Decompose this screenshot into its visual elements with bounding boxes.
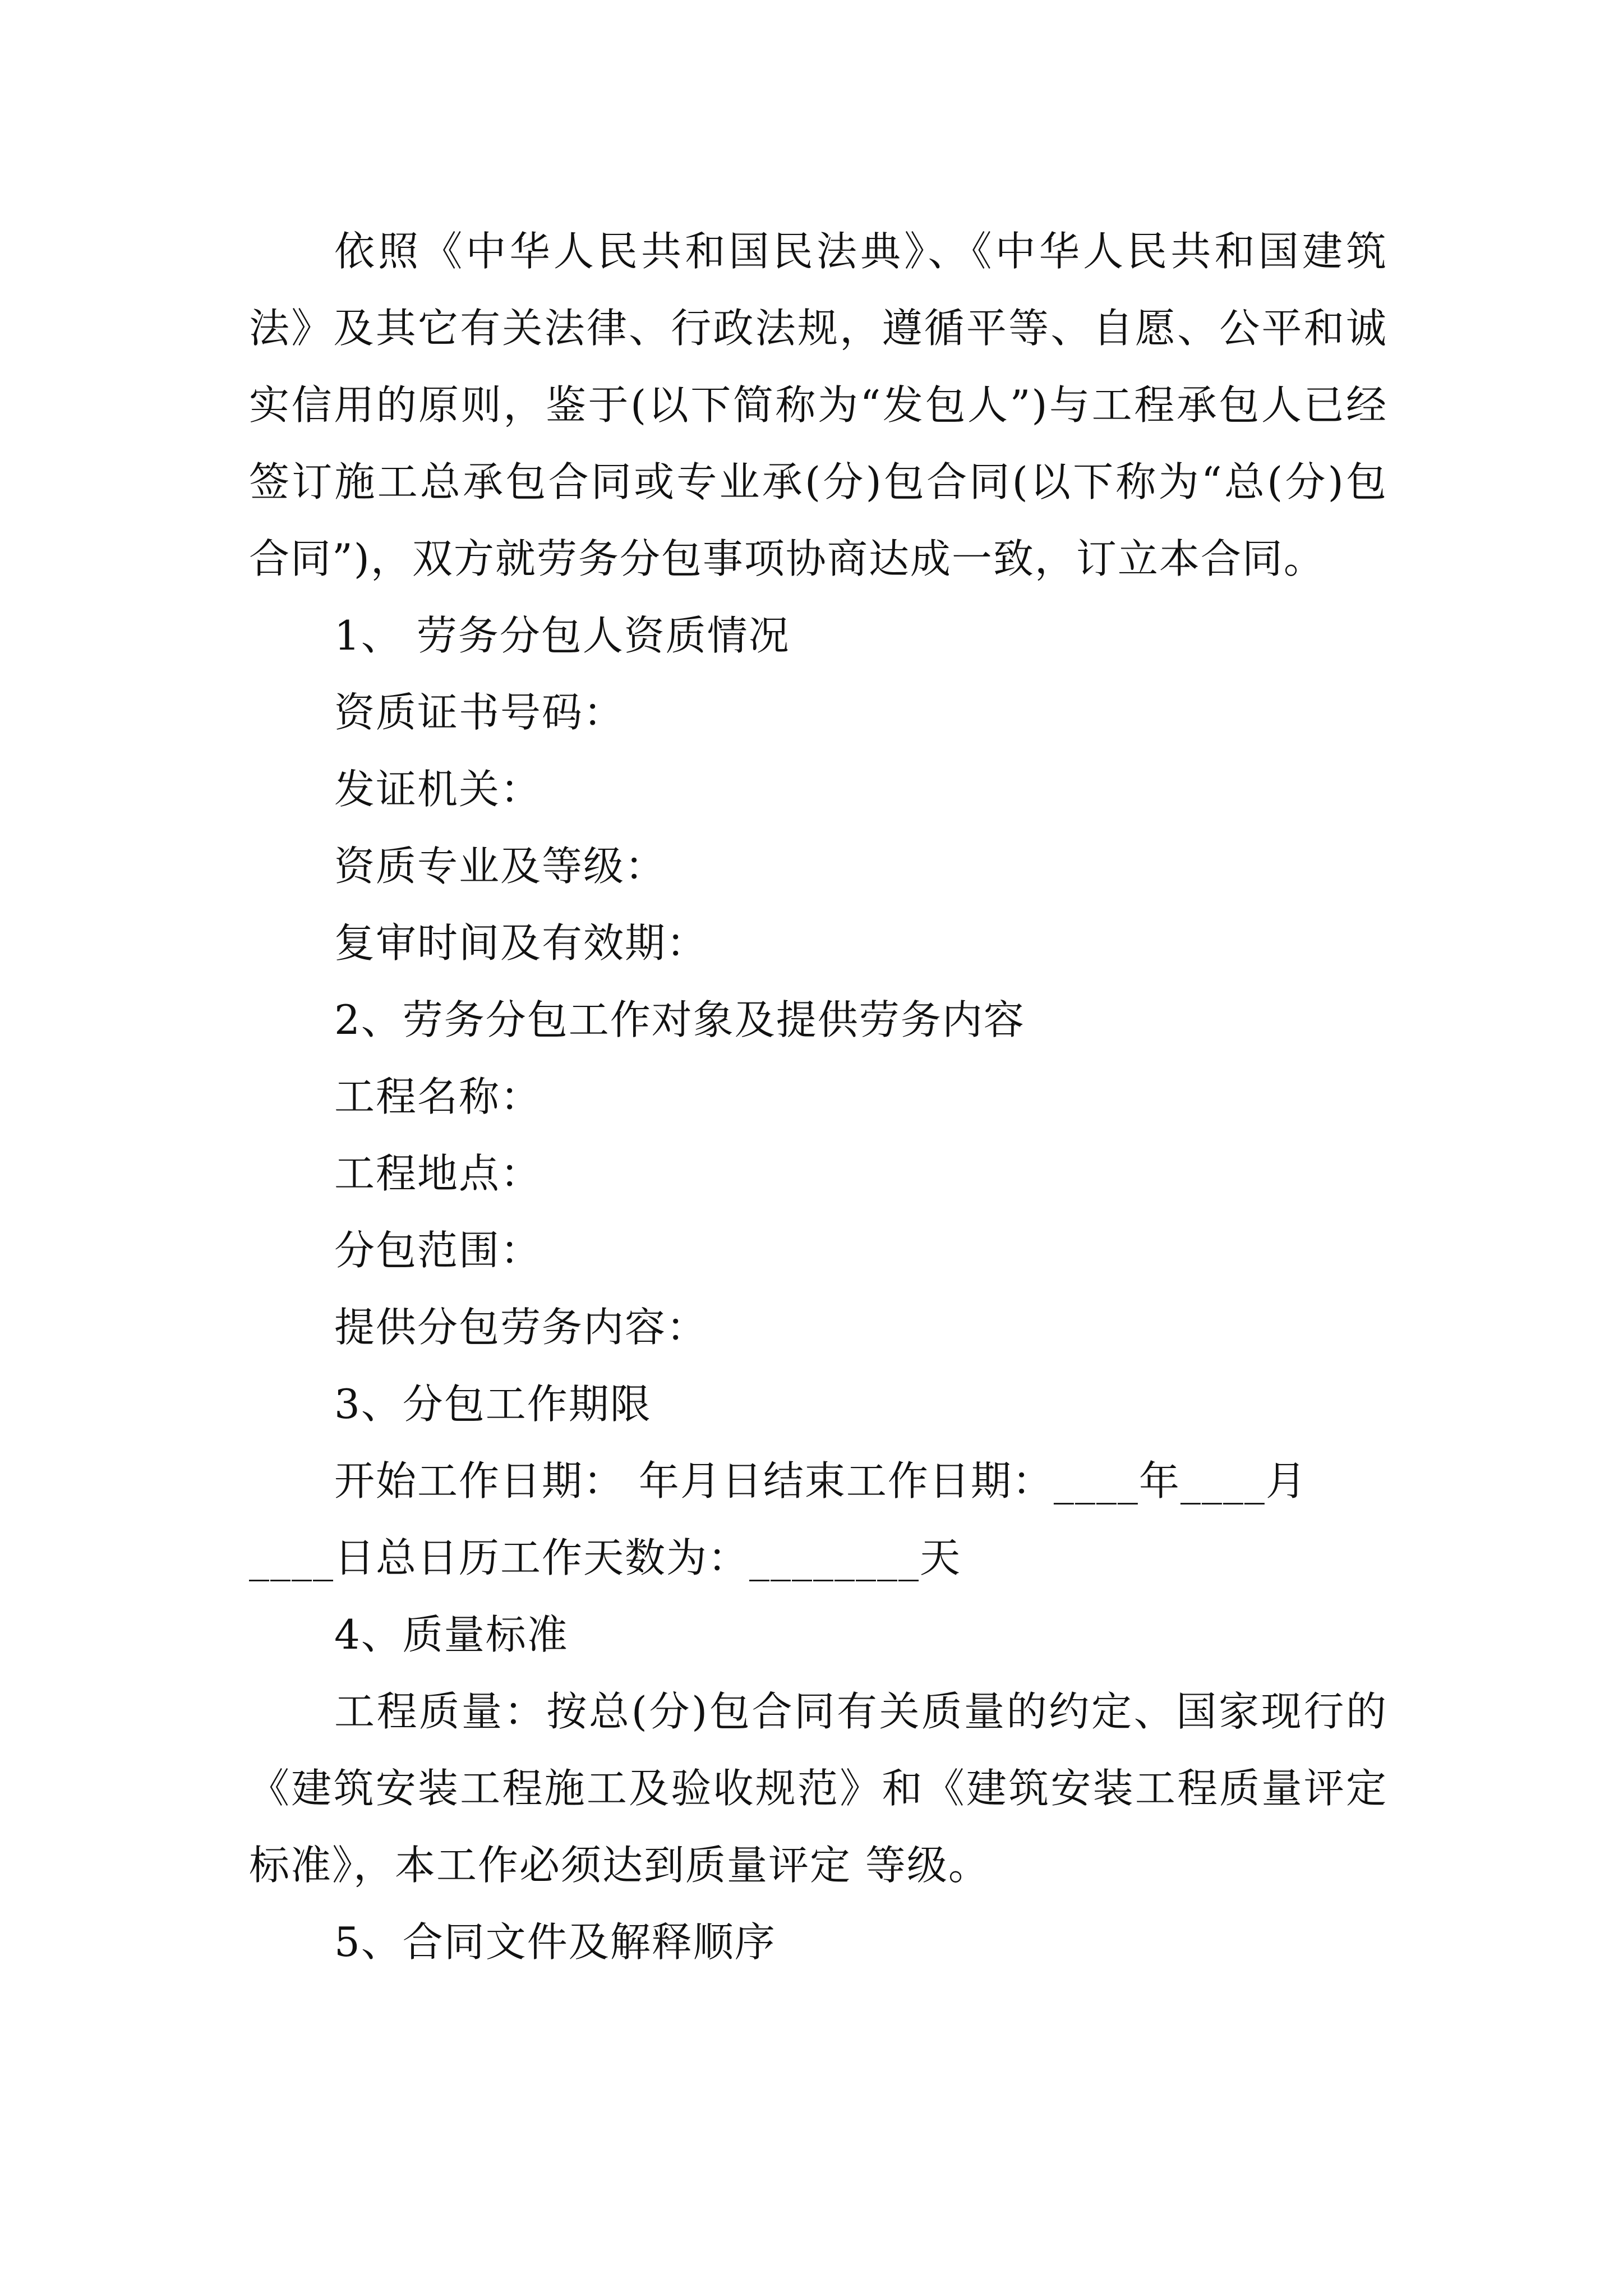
intro-paragraph: 依照《中华人民共和国民法典》、《中华人民共和国建筑法》及其它有关法律、行政法规，遵循平等、自愿、公平和诚实信用的原则，鉴于(以下简称为“发包人”)与工程承包人已经签订施工总承包合同或专业承(分)包合同(以下称为“总(分)包合同”)，双方就劳务分包事项协商达成一致，订立本合同。 — [249, 228, 1387, 582]
issuer-label: 发证机关： — [334, 766, 542, 813]
specialty-label: 资质专业及等级： — [334, 843, 667, 890]
labor-content-label: 提供分包劳务内容： — [334, 1304, 708, 1351]
section-4-heading: 4、质量标准 — [334, 1611, 569, 1658]
project-name-label: 工程名称： — [334, 1073, 542, 1120]
section-1-heading: 1、 劳务分包人资质情况 — [334, 612, 790, 659]
project-location-label: 工程地点： — [334, 1150, 542, 1197]
work-period-line-2: ____日总日历工作天数为：________天 — [249, 1534, 962, 1581]
subcontract-scope-label: 分包范围： — [334, 1227, 542, 1274]
cert-number-label: 资质证书号码： — [334, 689, 625, 736]
review-label: 复审时间及有效期： — [334, 919, 708, 967]
section-5-heading: 5、合同文件及解释顺序 — [334, 1918, 776, 1966]
work-period-line-1: 开始工作日期： 年月日结束工作日期：____年____月 — [334, 1457, 1307, 1504]
quality-paragraph: 工程质量：按总(分)包合同有关质量的约定、国家现行的《建筑安装工程施工及验收规范》和《建筑安装工程质量评定标准》，本工作必须达到质量评定 等级。 — [249, 1688, 1387, 1889]
document-body — [249, 213, 1387, 1981]
section-2-heading: 2、劳务分包工作对象及提供劳务内容 — [334, 996, 1025, 1043]
section-3-heading: 3、分包工作期限 — [334, 1381, 652, 1428]
